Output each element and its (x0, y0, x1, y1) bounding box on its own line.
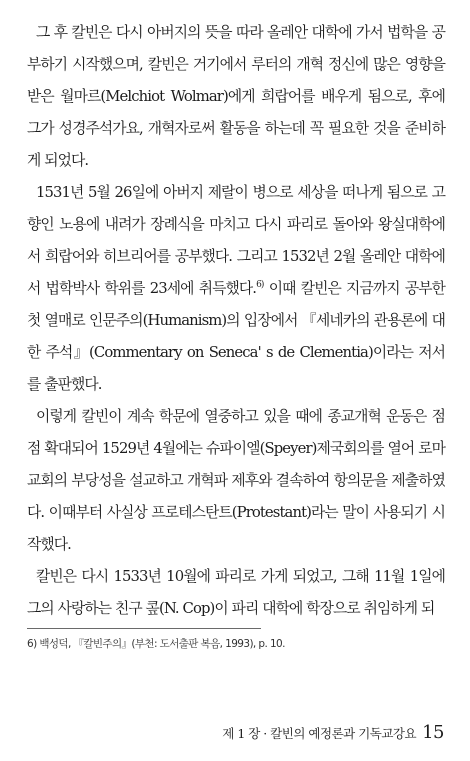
paragraph-1-text: 그 후 칼빈은 다시 아버지의 뜻을 따라 올레안 대학에 가서 법학을 공부하기 시작했으며, 칼빈은 거기에서 루터의 개혁 정신에 많은 영향을 받은 월마르(Melchiot Wolmar)에게 희랍어를 배우게 됨으로, 후에 그가 성경주석가요, 개혁자로써 활동을 하는데 꼭 필요한 것을 준비하게 되었다. (27, 24, 445, 169)
body-text (27, 17, 445, 625)
page-number: 15 (422, 722, 444, 743)
footnote: 6) 백성덕, 『칼빈주의』(부천: 도서출판 복음, 1993), p. 10. (27, 638, 285, 650)
footnote-divider (27, 628, 261, 629)
paragraph-4-text: 칼빈은 다시 1533년 10월에 파리로 가게 되었고, 그해 11월 1일에 그의 사랑하는 친구 콮(N. Cop)이 파리 대학에 학장으로 취임하게 되 (27, 568, 445, 617)
paragraph-2-text: 1531년 5월 26일에 아버지 제랄이 병으로 세상을 떠나게 됨으로 고향인 노용에 내려가 장례식을 마치고 다시 파리로 돌아와 왕실대학에서 희랍어와 히브리어를 공부했다. 그리고 1532년 2월 올레안 대학에서 법학박사 학위를 23세에 취득했다. (27, 184, 445, 297)
footnote-marker: 6) (256, 280, 264, 291)
paragraph-3 (27, 401, 445, 561)
paragraph-3-text: 이렇게 칼빈이 계속 학문에 열중하고 있을 때에 종교개혁 운동은 점점 확대되어 1529년 4월에는 슈파이엘(Speyer)제국회의를 열어 로마교회의 부당성을 설교하고 개혁파 제후와 결속하여 항의문을 제출하였다. 이때부터 사실상 프로테스탄트(Protestant)라는 말이 사용되기 시작했다. (27, 408, 445, 553)
running-footer (222, 722, 444, 743)
paragraph-2 (27, 177, 445, 401)
paragraph-4 (27, 561, 445, 625)
paragraph-2-continuation: 이때 칼빈은 지금까지 공부한 첫 열매로 인문주의(Humanism)의 입장에서 『세네카의 관용론에 대한 주석』(Commentary on Seneca' s de Clementia)이라는 저서를 출판했다. (27, 280, 445, 393)
paragraph-1 (27, 17, 445, 177)
chapter-title: 제 1 장 · 칼빈의 예정론과 기독교강요 (222, 726, 417, 741)
